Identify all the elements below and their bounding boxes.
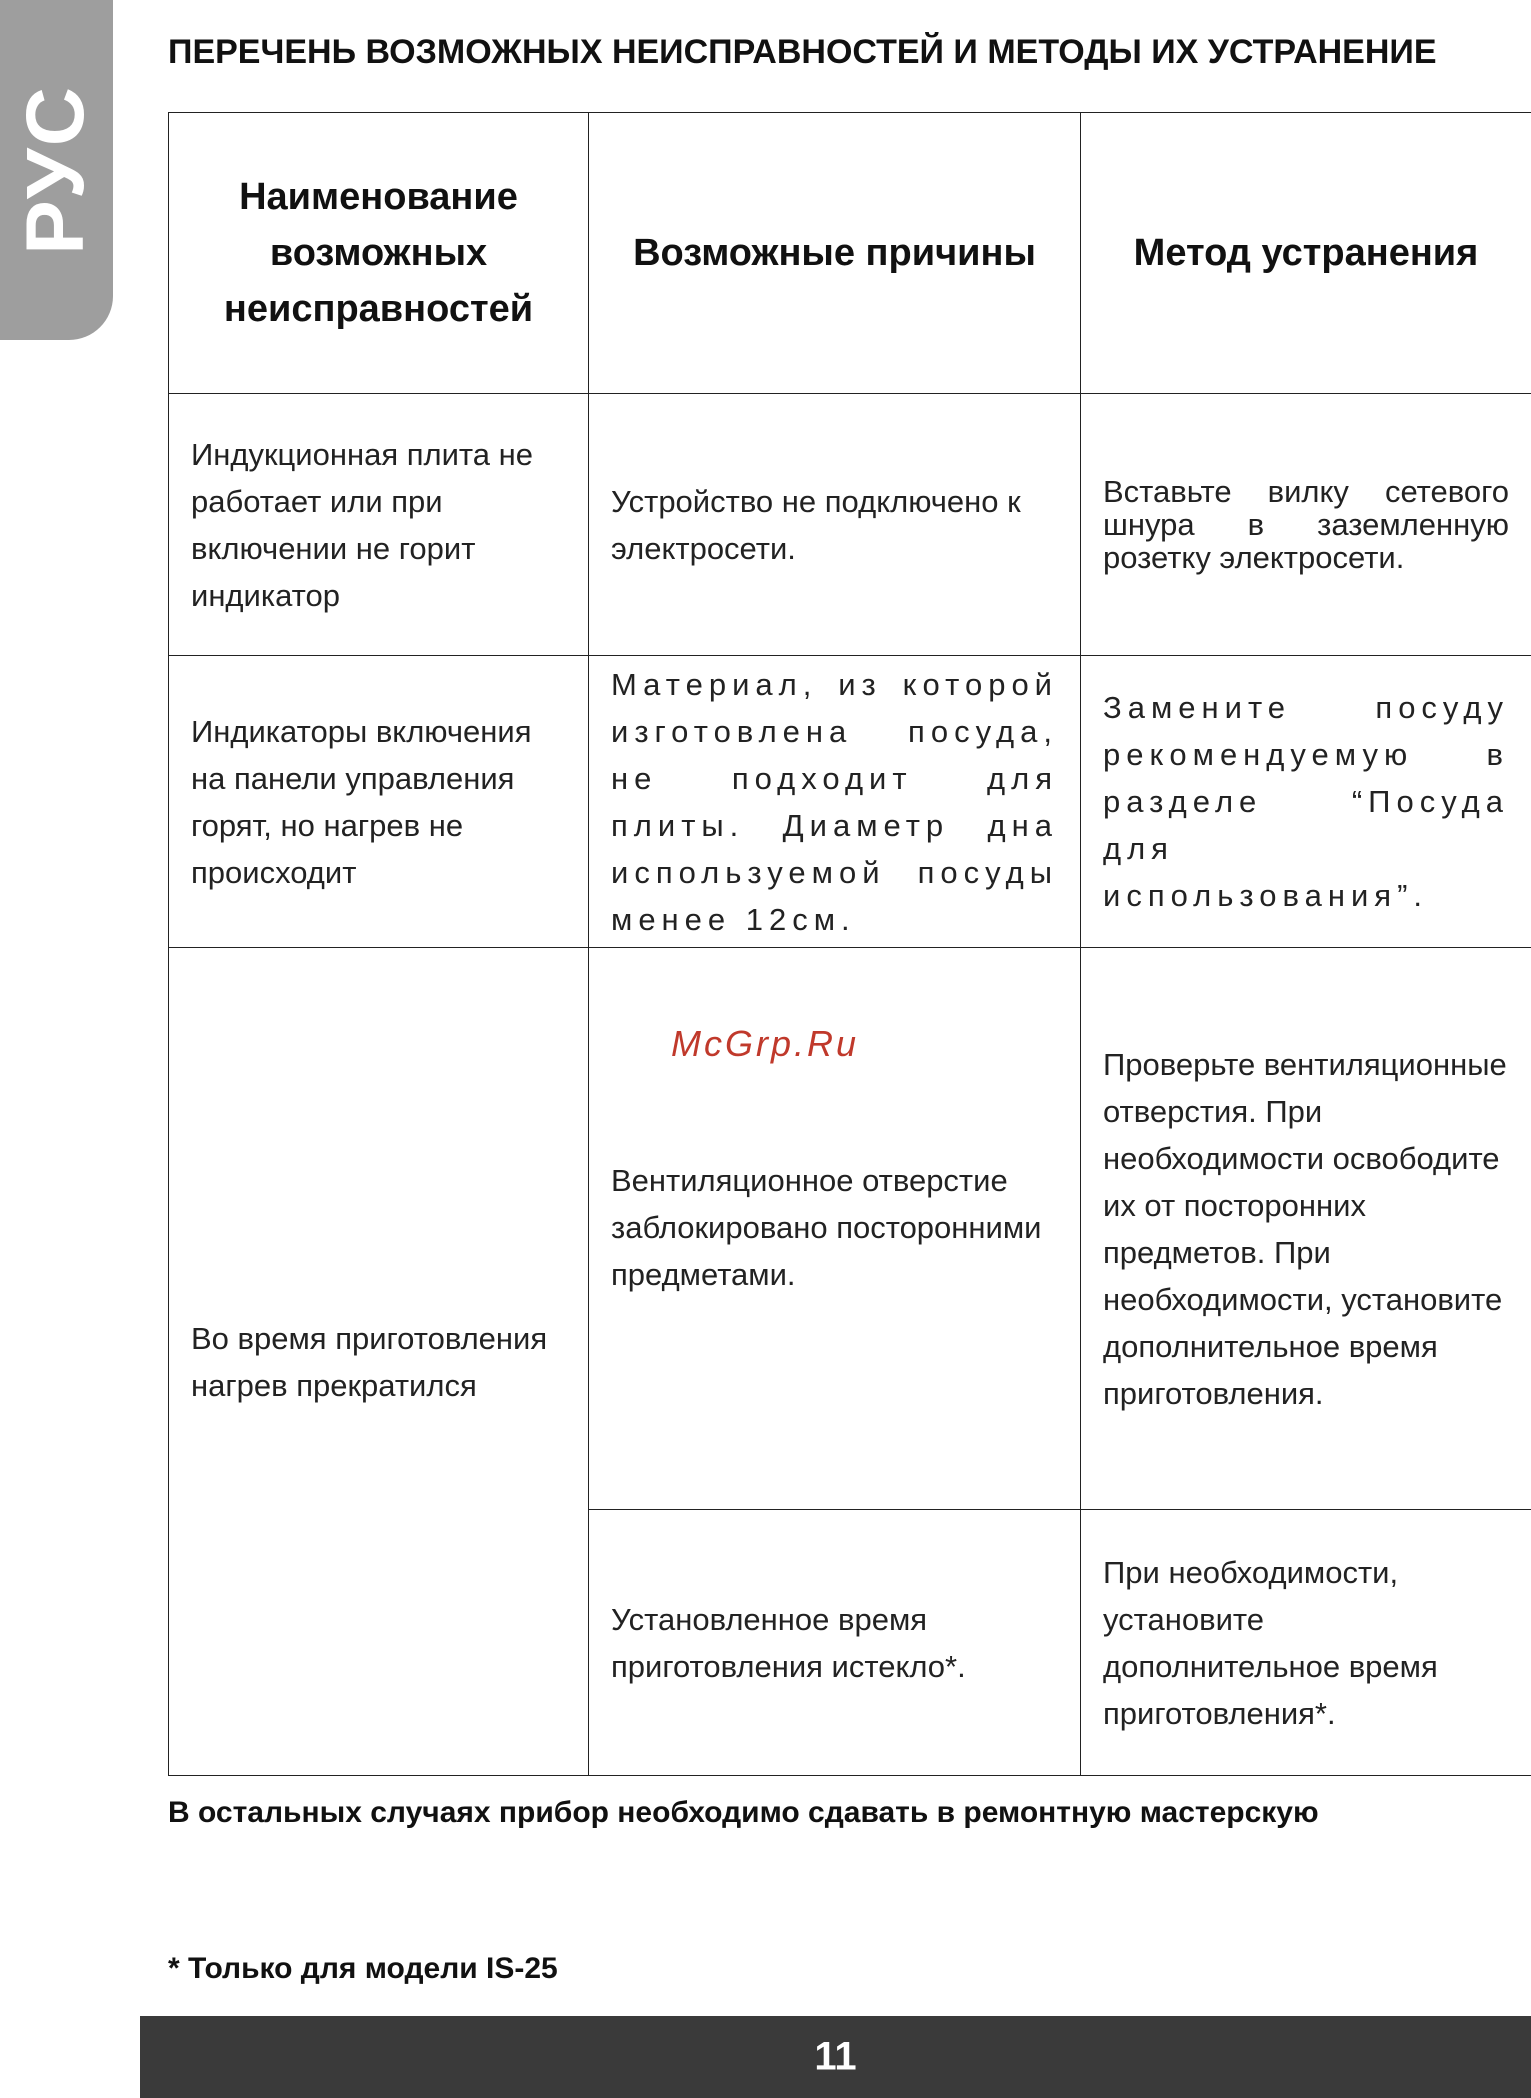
remedy-cell: Вставьте вилку сетевого шнура в заземленную розетку электросети.: [1081, 394, 1531, 656]
header-fault: Наименование возможных неисправностей: [169, 113, 589, 394]
cause-cell: [589, 948, 1081, 1510]
fault-cell: Индукционная плита не работает или при включении не горит индикатор: [169, 394, 589, 656]
fault-cell: Индикаторы включения на панели управления горят, но нагрев не происходит: [169, 656, 589, 948]
remedy-cell: Проверьте вентиляционные отверстия. При необходимости освободите их от посторонних предметов. При необходимости, установите дополнительное время приготовления.: [1081, 948, 1531, 1510]
language-label: РУС: [10, 85, 101, 255]
table-row: [169, 394, 1531, 656]
footer-bar: [140, 2016, 1531, 2098]
table-header-row: [169, 113, 1531, 394]
page-title: ПЕРЕЧЕНЬ ВОЗМОЖНЫХ НЕИСПРАВНОСТЕЙ И МЕТОДЫ ИХ УСТРАНЕНИЕ: [168, 33, 1437, 71]
watermark: McGrp.Ru: [671, 1023, 860, 1064]
fault-cell: Во время приготовления нагрев прекратился: [169, 948, 589, 1776]
cause-cell: Материал, из которой изготовлена посуда, не подходит для плиты. Диаметр дна используемой посуды менее 12см.: [589, 656, 1081, 948]
cause-text: Вентиляционное отверстие заблокировано посторонними предметами.: [611, 1163, 1042, 1292]
table-row: [169, 656, 1531, 948]
service-note: В остальных случаях прибор необходимо сдавать в ремонтную мастерскую: [168, 1796, 1319, 1829]
remedy-cell: Замените посуду рекомендуемую в разделе “Посуда для использования”.: [1081, 656, 1531, 948]
table-row: [169, 948, 1531, 1510]
header-remedy: Метод устранения: [1081, 113, 1531, 394]
cause-cell: Установленное время приготовления истекло*.: [589, 1510, 1081, 1776]
faults-table: [168, 112, 1531, 1776]
header-cause: Возможные причины: [589, 113, 1081, 394]
page-number: 11: [814, 2034, 857, 2079]
language-tab: [0, 0, 113, 340]
cause-cell: Устройство не подключено к электросети.: [589, 394, 1081, 656]
remedy-cell: При необходимости, установите дополнительное время приготовления*.: [1081, 1510, 1531, 1776]
model-footnote: * Только для модели IS-25: [168, 1952, 558, 1985]
